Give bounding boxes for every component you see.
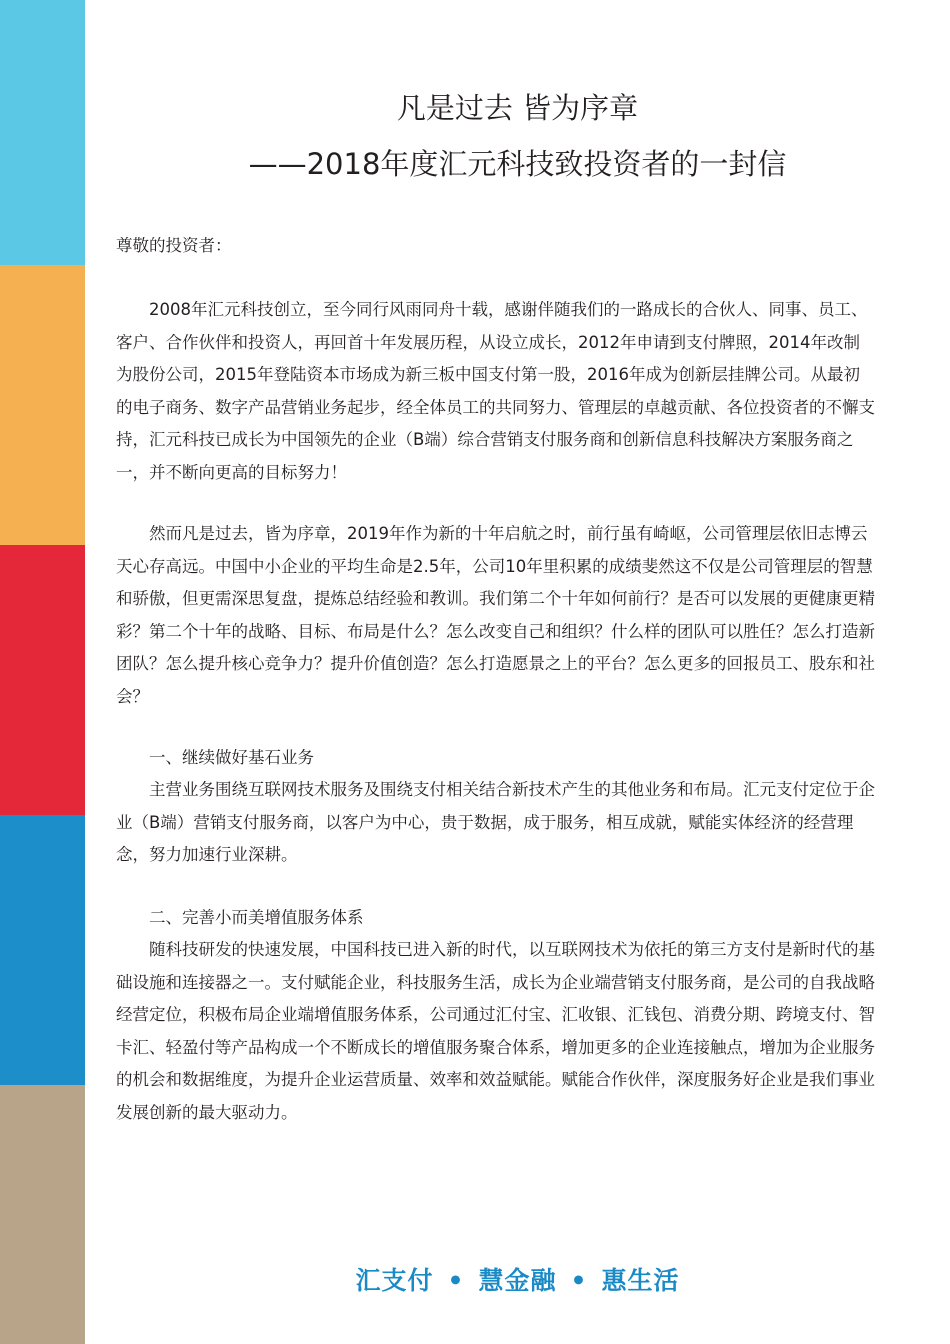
paragraph-value-added: 随科技研发的快速发展，中国科技已进入新的时代，以互联网技术为依托的第三方支付是新时代的基础设施和连接器之一。支付赋能企业，科技服务生活，成长为企业端营销支付服务商，是公司的自我战略经营定位，积极布局企业端增值服务体系，公司通过汇付宝、汇收银、汇钱包、消费分期、跨境支付、智卡汇、轻盈付等产品构成一个不断成长的增值服务聚合体系，增加更多的企业连接触点，增加为企业服务的机会和数据维度，为提升企业运营质量、效率和效益赋能。赋能合作伙伴，深度服务好企业是我们事业发展创新的最大驱动力。 bbox=[116, 940, 875, 1122]
page-subtitle: ——2018年度汇元科技致投资者的一封信 bbox=[248, 147, 787, 181]
slogan-part-finance: 慧金融 bbox=[478, 1266, 557, 1295]
paragraph-history: 2008年汇元科技创立，至今同行风雨同舟十载，感谢伴随我们的一路成长的合伙人、同事、员工、客户、合作伙伴和投资人，再回首十年发展历程，从设立成长，2012年申请到支付牌照，2014年改制为股份公司，2015年登陆资本市场成为新三板中国支付第一股，2016年成为创新层挂牌公司。从最初的电子商务、数字产品营销业务起步，经全体员工的共同努力、管理层的卓越贡献、各位投资者的不懈支持，汇元科技已成长为中国领先的企业（B端）综合营销支付服务商和创新信息科技解决方案服务商之一，并不断向更高的目标努力！ bbox=[116, 300, 875, 482]
paragraph-outlook: 然而凡是过去，皆为序章，2019年作为新的十年启航之时，前行虽有崎岖，公司管理层依旧志博云天心存高远。中国中小企业的平均生命是2.5年，公司10年里积累的成绩斐然这不仅是公司管理层的智慧和骄傲，但更需深思复盘，提炼总结经验和教训。我们第二个十年如何前行？是否可以发展的更健康更精彩？第二个十年的战略、目标、布局是什么？怎么改变自己和组织？什么样的团队可以胜任？怎么打造新团队？怎么提升核心竞争力？提升价值创造？怎么打造愿景之上的平台？怎么更多的回报员工、股东和社会？ bbox=[116, 524, 875, 706]
page-title: 凡是过去 皆为序章 bbox=[396, 91, 639, 125]
section-heading-value-added: 二、完善小而美增值服务体系 bbox=[149, 908, 364, 927]
slogan-part-life: 惠生活 bbox=[601, 1266, 680, 1295]
side-stripe-tan bbox=[0, 1085, 85, 1344]
side-stripe-blue bbox=[0, 815, 85, 1085]
side-stripe-red bbox=[0, 545, 85, 815]
slogan-separator-dot: • bbox=[447, 1266, 465, 1295]
side-stripe-cyan bbox=[0, 0, 85, 265]
slogan-part-payment: 汇支付 bbox=[355, 1266, 434, 1295]
side-stripe-orange bbox=[0, 265, 85, 545]
paragraph-core-business: 主营业务围绕互联网技术服务及围绕支付相关结合新技术产生的其他业务和布局。汇元支付定位于企业（B端）营销支付服务商，以客户为中心，贵于数据，成于服务，相互成就，赋能实体经济的经营理念，努力加速行业深耕。 bbox=[116, 780, 875, 864]
section-heading-core-business: 一、继续做好基石业务 bbox=[149, 748, 314, 767]
slogan-separator-dot: • bbox=[570, 1266, 588, 1295]
letter-greeting: 尊敬的投资者： bbox=[116, 236, 232, 255]
footer-slogan bbox=[85, 1261, 950, 1297]
